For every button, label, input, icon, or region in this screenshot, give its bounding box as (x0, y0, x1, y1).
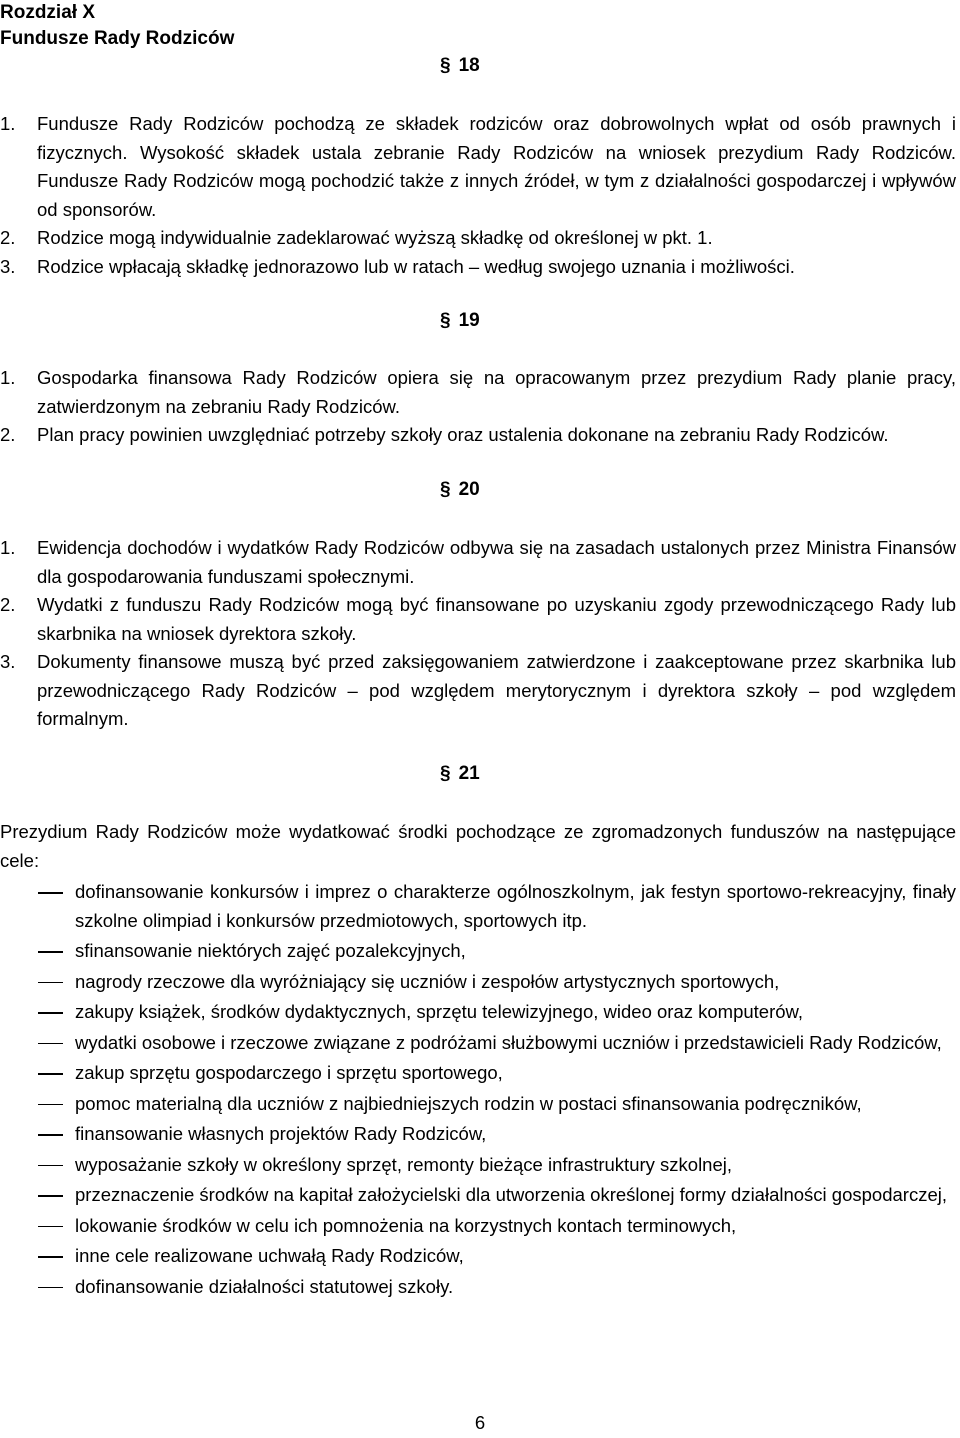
section-number: 19 (458, 310, 480, 331)
list-item (0, 937, 956, 966)
dash-icon (0, 1242, 75, 1271)
bullet-text: pomoc materialną dla uczniów z najbiedniejszych rodzin w postaci sfinansowania podręczników, (75, 1092, 862, 1114)
dash-icon (0, 1059, 75, 1088)
dash-icon (0, 1029, 75, 1058)
bullet-text: zakup sprzętu gospodarczego i sprzętu sportowego, (75, 1062, 503, 1083)
section-number: 20 (458, 479, 480, 500)
item-number: 2. (0, 424, 16, 445)
list-item (0, 1212, 956, 1241)
item-number: 2. (0, 227, 16, 248)
dash-icon (0, 1120, 75, 1149)
list-item (0, 1120, 956, 1149)
bullet-text: sfinansowanie niektórych zajęć pozalekcyjnych, (75, 940, 466, 961)
section-number: 18 (458, 55, 480, 76)
item-number: 2. (0, 594, 16, 615)
section-heading-18 (440, 55, 530, 77)
section-number: 21 (458, 763, 480, 784)
dash-icon (0, 968, 75, 997)
section-mark: § (440, 763, 451, 784)
section-mark: § (440, 479, 451, 500)
list-item (0, 591, 956, 648)
chapter-label: Rozdział X (0, 2, 96, 23)
section-18-list (0, 110, 956, 281)
list-item (0, 224, 956, 253)
dash-icon (0, 1181, 75, 1210)
item-number: 3. (0, 651, 16, 672)
list-item (0, 110, 956, 224)
section-mark: § (440, 310, 451, 331)
section-heading-21 (440, 763, 530, 785)
list-item (0, 968, 956, 997)
item-text: Ewidencja dochodów i wydatków Rady Rodziców odbywa się na zasadach ustalonych przez Ministra Finansów dla gospodarowania funduszami społecznymi. (37, 537, 956, 587)
list-item (0, 421, 956, 450)
item-text: Fundusze Rady Rodziców pochodzą ze składek rodziców oraz dobrowolnych wpłat od osób prawnych i fizycznych. Wysokość składek ustala zebranie Rady Rodziców na wniosek prezydium Rady Rodziców. Fundusze Rady Rodziców mogą pochodzić także z innych źródeł, w tym z działalności gospodarczej i wpływów od sponsorów. (37, 113, 956, 220)
section-21-lead: Prezydium Rady Rodziców może wydatkować środki pochodzące ze zgromadzonych funduszów na następujące cele: (0, 821, 956, 871)
list-item (0, 998, 956, 1027)
bullet-text: finansowanie własnych projektów Rady Rodziców, (75, 1123, 487, 1144)
item-text: Wydatki z funduszu Rady Rodziców mogą być finansowane po uzyskaniu zgody przewodniczącego Rady lub skarbnika na wniosek dyrektora szkoły. (37, 594, 956, 644)
section-heading-20 (440, 479, 530, 501)
bullet-text: lokowanie środków w celu ich pomnożenia na korzystnych kontach terminowych, (75, 1214, 737, 1236)
dash-icon (0, 937, 75, 966)
section-21-bullets (0, 878, 956, 1303)
item-number: 3. (0, 255, 16, 277)
page-number: 6 (474, 1412, 486, 1433)
list-item (0, 878, 956, 935)
item-text: Rodzice mogą indywidualnie zadeklarować wyższą składkę od określonej w pkt. 1. (37, 227, 713, 248)
list-item (0, 1181, 956, 1210)
bullet-text: wyposażanie szkoły w określony sprzęt, remonty bieżące infrastruktury szkolnej, (75, 1153, 733, 1175)
section-heading-19 (440, 310, 530, 332)
bullet-text: dofinansowanie działalności statutowej szkoły. (75, 1275, 454, 1297)
item-text: Gospodarka finansowa Rady Rodziców opiera się na opracowanym przez prezydium Rady planie pracy, zatwierdzonym na zebraniu Rady Rodziców. (37, 367, 956, 417)
dash-icon (0, 1273, 75, 1302)
bullet-text: przeznaczenie środków na kapitał założycielski dla utworzenia określonej formy działalności gospodarczej, (75, 1184, 947, 1205)
dash-icon (0, 1212, 75, 1241)
list-item (0, 648, 956, 734)
section-19-list (0, 364, 956, 450)
bullet-text: nagrody rzeczowe dla wyróżniający się uczniów i zespołów artystycznych sportowych, (75, 970, 780, 992)
item-text: Dokumenty finansowe muszą być przed zaksięgowaniem zatwierdzone i zaakceptowane przez skarbnika lub przewodniczącego Rady Rodziców – pod względem merytorycznym i dyrektora szkoły – pod względem formalnym. (37, 651, 956, 729)
list-item (0, 1029, 956, 1058)
dash-icon (0, 998, 75, 1027)
list-item (0, 1242, 956, 1271)
bullet-text: inne cele realizowane uchwałą Rady Rodziców, (75, 1245, 464, 1266)
section-mark: § (440, 55, 451, 76)
bullet-text: zakupy książek, środków dydaktycznych, sprzętu telewizyjnego, wideo oraz komputerów, (75, 1001, 804, 1022)
dash-icon (0, 1151, 75, 1180)
list-item (0, 534, 956, 591)
item-number: 1. (0, 367, 16, 388)
list-item (0, 1151, 956, 1180)
bullet-text: dofinansowanie konkursów i imprez o charakterze ogólnoszkolnym, jak festyn sportowo-rekreacyjny, finały szkolne olimpiad i konkursów przedmiotowych, sportowych itp. (75, 881, 956, 931)
item-text: Plan pracy powinien uwzględniać potrzeby szkoły oraz ustalenia dokonane na zebraniu Rady Rodziców. (37, 424, 889, 445)
list-item (0, 1273, 956, 1302)
list-item (0, 364, 956, 421)
item-text: Rodzice wpłacają składkę jednorazowo lub w ratach – według swojego uznania i możliwości. (37, 255, 795, 277)
list-item (0, 1059, 956, 1088)
item-number: 1. (0, 113, 16, 134)
item-number: 1. (0, 537, 16, 558)
section-20-list (0, 534, 956, 734)
dash-icon (0, 878, 75, 935)
list-item (0, 1090, 956, 1119)
bullet-text: wydatki osobowe i rzeczowe związane z podróżami służbowymi uczniów i przedstawicieli Rady Rodziców, (75, 1031, 942, 1053)
list-item (0, 253, 956, 282)
chapter-title: Fundusze Rady Rodziców (0, 28, 235, 49)
chapter-heading (0, 0, 234, 52)
dash-icon (0, 1090, 75, 1119)
